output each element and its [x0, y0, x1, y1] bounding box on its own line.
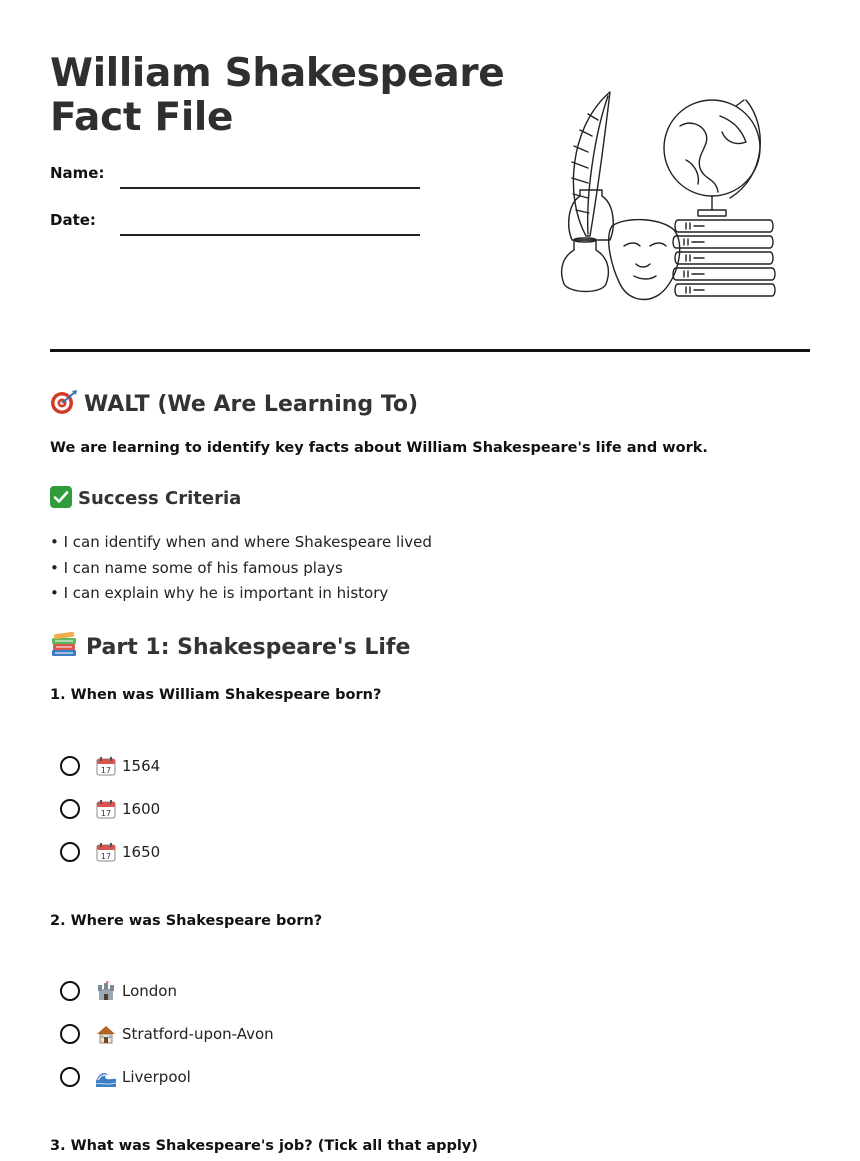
- walt-text: We are learning to identify key facts about William Shakespeare's life and work.: [50, 440, 708, 456]
- walt-heading: [50, 389, 418, 417]
- option-label: London: [122, 982, 177, 1000]
- option-label: Liverpool: [122, 1068, 191, 1086]
- option-label: 1564: [122, 757, 161, 775]
- target-icon: [50, 389, 78, 415]
- vase-icon: [562, 240, 609, 292]
- title-line-2: Fact File: [50, 95, 234, 140]
- castle-icon: [96, 981, 116, 1001]
- option-label: 1600: [122, 800, 161, 818]
- question-1-option-2[interactable]: [60, 796, 160, 822]
- question-2-option-1[interactable]: [60, 978, 177, 1004]
- option-label: Stratford-upon-Avon: [122, 1025, 274, 1043]
- question-2-option-3[interactable]: [60, 1064, 191, 1090]
- house-icon: [96, 1024, 116, 1044]
- question-2: 2. Where was Shakespeare born?: [50, 913, 323, 929]
- question-1-option-3[interactable]: [60, 839, 160, 865]
- calendar-icon: [96, 842, 116, 862]
- svg-text:17: 17: [100, 809, 112, 818]
- radio-button[interactable]: [60, 842, 80, 862]
- part1-heading: [50, 632, 410, 660]
- list-item: • I can explain why he is important in history: [50, 584, 389, 602]
- part1-heading-text: Part 1: Shakespeare's Life: [86, 635, 411, 660]
- success-criteria-list: [50, 531, 432, 608]
- name-field[interactable]: [120, 187, 420, 189]
- date-label: Date:: [50, 211, 96, 229]
- question-1: 1. When was William Shakespeare born?: [50, 687, 382, 703]
- name-label: Name:: [50, 164, 105, 182]
- shakespeare-illustration: [560, 86, 780, 302]
- radio-button[interactable]: [60, 1067, 80, 1087]
- question-1-option-1[interactable]: [60, 753, 160, 779]
- section-divider: [50, 349, 810, 352]
- calendar-icon: [96, 756, 116, 776]
- calendar-icon: [96, 799, 116, 819]
- success-criteria-heading-text: Success Criteria: [78, 488, 242, 509]
- walt-heading-text: WALT (We Are Learning To): [84, 392, 419, 417]
- list-item: • I can identify when and where Shakespeare lived: [50, 533, 432, 551]
- checkmark-icon: [50, 486, 72, 508]
- question-2-option-2[interactable]: [60, 1021, 274, 1047]
- success-criteria-heading: [50, 486, 241, 509]
- theatre-mask-icon: [609, 220, 680, 300]
- svg-text:17: 17: [100, 852, 112, 861]
- radio-button[interactable]: [60, 1024, 80, 1044]
- wave-icon: [96, 1067, 116, 1087]
- radio-button[interactable]: [60, 981, 80, 1001]
- radio-button[interactable]: [60, 756, 80, 776]
- books-icon: [673, 220, 775, 296]
- question-3: 3. What was Shakespeare's job? (Tick all that apply): [50, 1138, 478, 1154]
- option-label: 1650: [122, 843, 161, 861]
- page-title: [50, 52, 510, 140]
- books-icon: [50, 632, 78, 658]
- title-line-1: William Shakespeare: [50, 51, 505, 96]
- svg-text:17: 17: [100, 766, 112, 775]
- date-field[interactable]: [120, 234, 420, 236]
- radio-button[interactable]: [60, 799, 80, 819]
- list-item: • I can name some of his famous plays: [50, 558, 343, 577]
